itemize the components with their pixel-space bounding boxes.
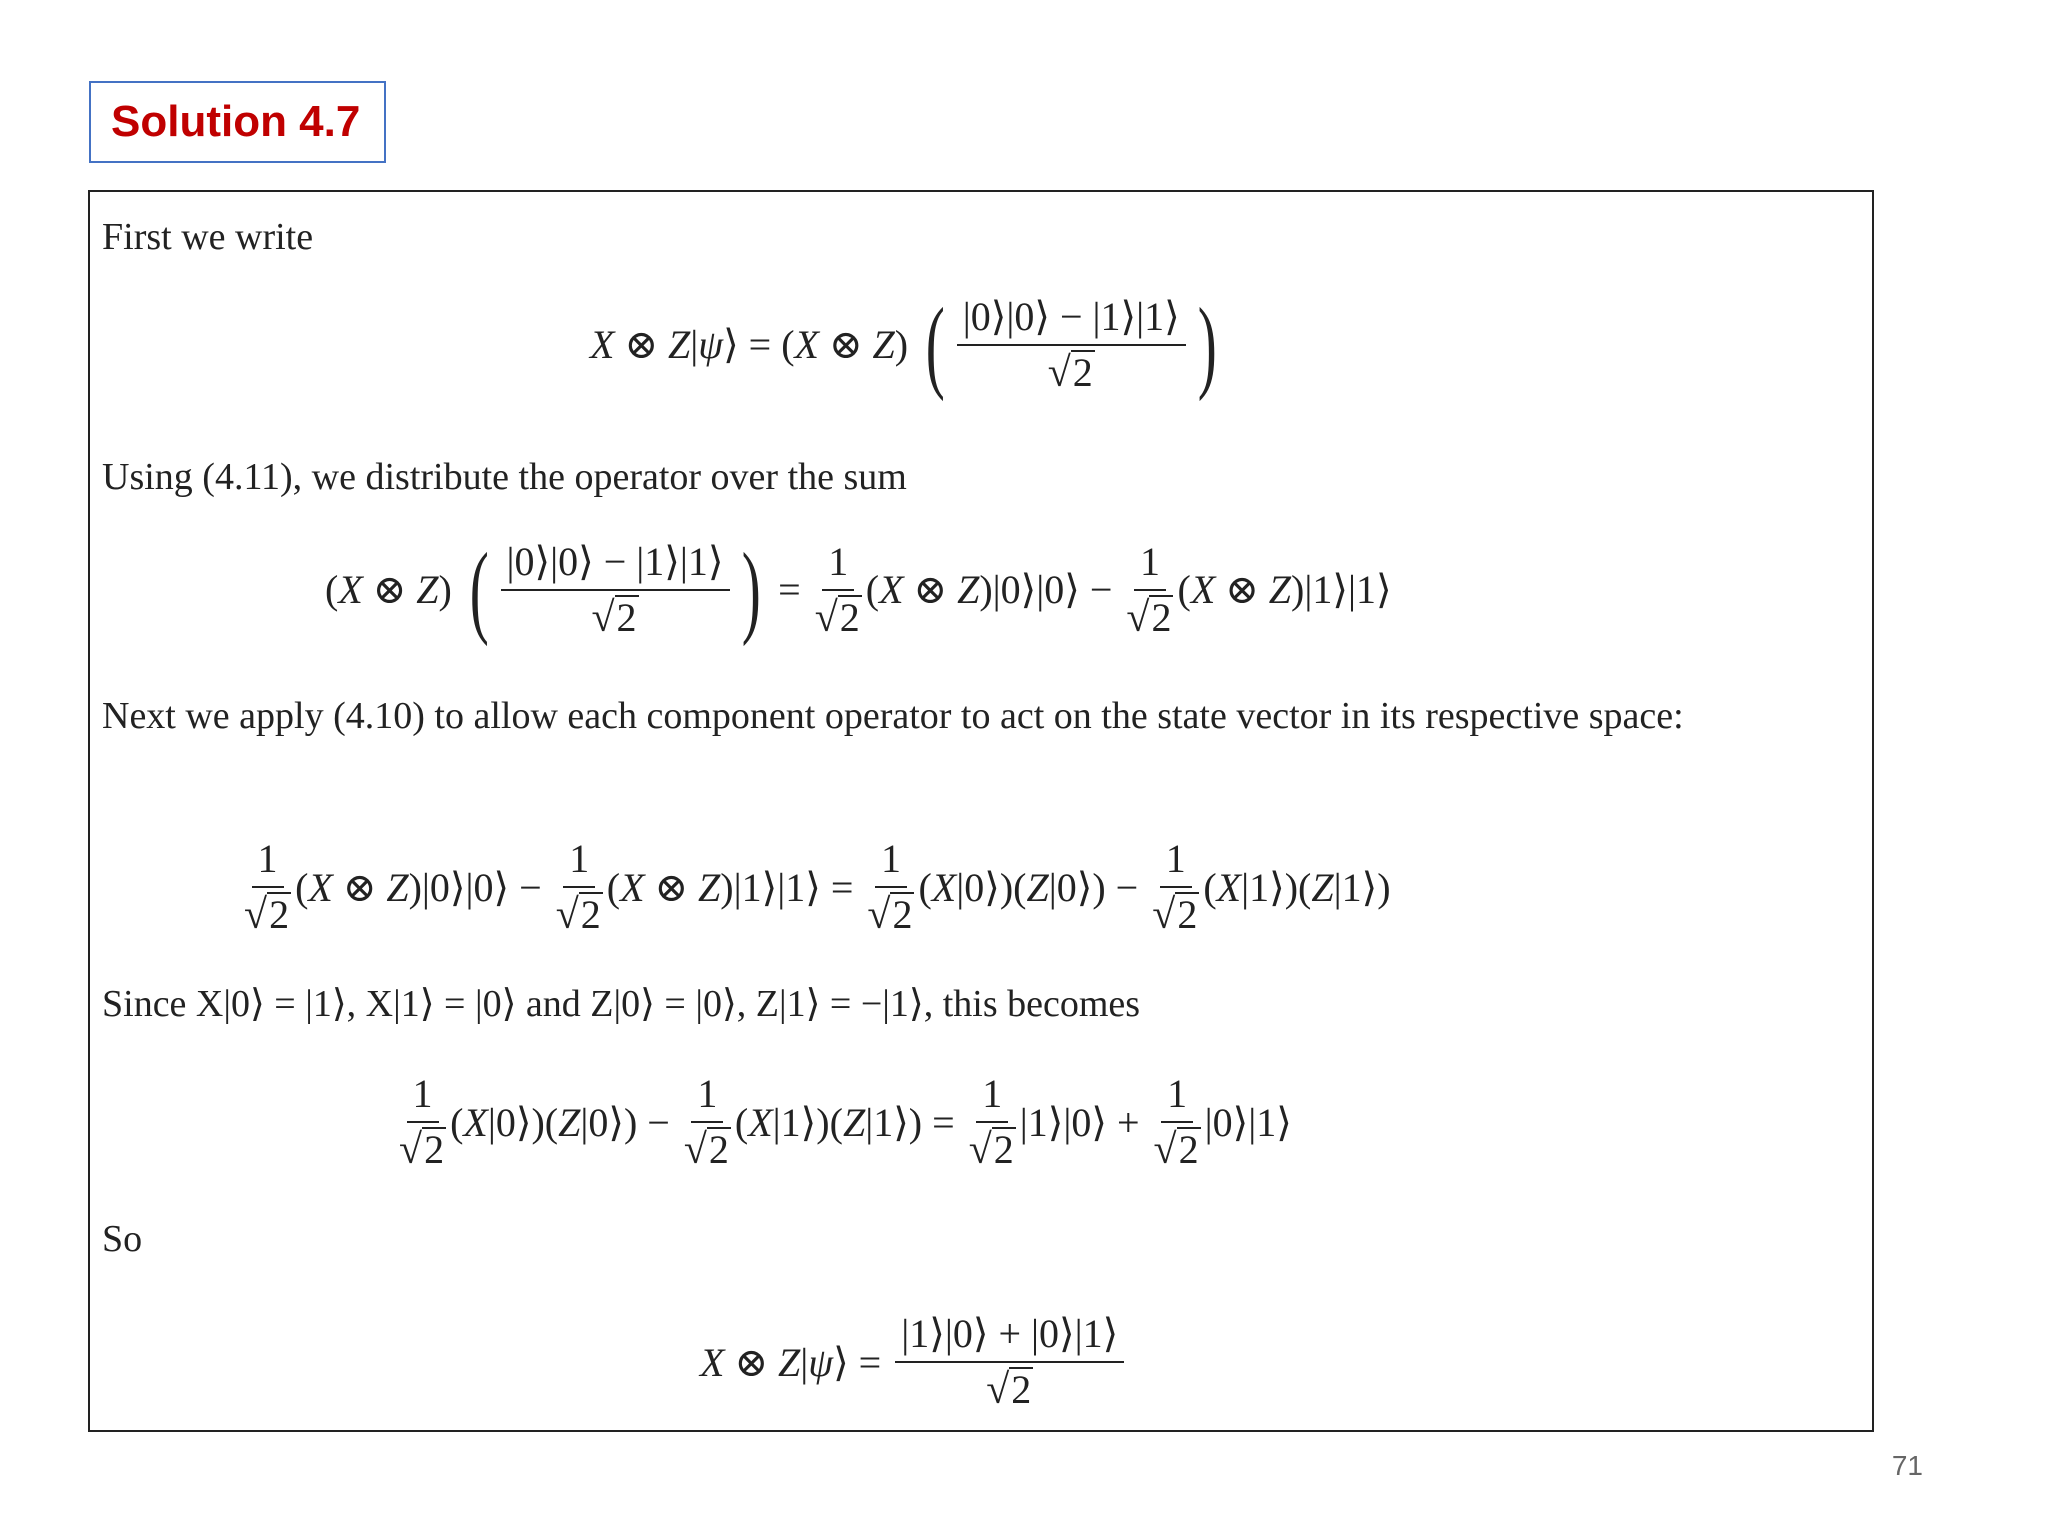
equation-1: X ⊗ Z|ψ⟩ = (X ⊗ Z) ( |0⟩|0⟩ − |1⟩|1⟩ √ 2 ) xyxy=(590,286,1217,402)
paragraph-first: First we write xyxy=(102,216,314,258)
title-box xyxy=(89,81,386,163)
equation-4: 1 √ 2 (X|0⟩)(Z|0⟩) − 1 √ 2 (X|1⟩)(Z|1⟩) = 1 √ 2 |1⟩|0⟩ + 1 √ 2 |0⟩|1⟩ xyxy=(399,1071,1292,1173)
paragraph-using: Using (4.11), we distribute the operator over the sum xyxy=(102,456,907,498)
solution-title: Solution 4.7 xyxy=(111,97,361,146)
solution-content xyxy=(88,190,1874,1432)
equation-5: X ⊗ Z|ψ⟩ = |1⟩|0⟩ + |0⟩|1⟩ √ 2 xyxy=(700,1302,1128,1422)
paragraph-next: Next we apply (4.10) to allow each component operator to act on the state vector in its respective space: xyxy=(102,695,1684,737)
page-number: 71 xyxy=(1891,1450,1923,1481)
paragraph-so: So xyxy=(102,1218,143,1260)
equation-2: (X ⊗ Z) ( |0⟩|0⟩ − |1⟩|1⟩ √ 2 ) = 1 √ 2 (X ⊗ Z)|0⟩|0⟩ − 1 √ 2 (X ⊗ Z)|1⟩|1⟩ xyxy=(325,531,1392,647)
paragraph-since: Since X|0⟩ = |1⟩, X|1⟩ = |0⟩ and Z|0⟩ = |0⟩, Z|1⟩ = −|1⟩, this becomes xyxy=(102,983,1141,1025)
equation-3: 1 √ 2 (X ⊗ Z)|0⟩|0⟩ − 1 √ 2 (X ⊗ Z)|1⟩|1⟩ = 1 √ 2 (X|0⟩)(Z|0⟩) − 1 √ 2 (X|1⟩)(Z|1⟩) xyxy=(244,836,1391,938)
